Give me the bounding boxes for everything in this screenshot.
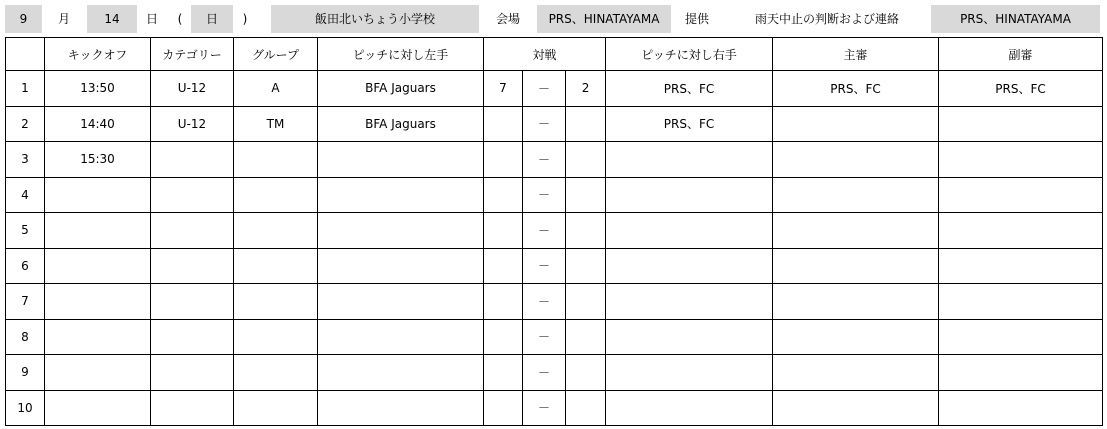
day-value: 14 [87, 5, 137, 33]
paren-close: ) [242, 12, 248, 26]
score-dash-cell: － [523, 177, 566, 213]
score-dash-cell: － [523, 284, 566, 320]
row-number-header [6, 38, 45, 71]
right-team-cell [606, 248, 773, 284]
table-row [6, 177, 1103, 213]
left-team-cell [318, 284, 484, 320]
referee-cell [773, 319, 939, 355]
group-cell [234, 284, 318, 320]
assistant-referee-cell [939, 319, 1103, 355]
category-cell [151, 142, 234, 178]
referee-cell [773, 213, 939, 249]
provider-label: 提供 [684, 12, 709, 26]
left-score-cell [484, 390, 523, 426]
kickoff-cell [45, 390, 151, 426]
referee-cell: PRS、FC [773, 71, 939, 107]
kickoff-cell [45, 319, 151, 355]
assistant-referee-cell [939, 177, 1103, 213]
right-score-cell [566, 390, 606, 426]
left-score-cell [484, 142, 523, 178]
right-score-cell [566, 248, 606, 284]
table-row [6, 319, 1103, 355]
referee-cell [773, 248, 939, 284]
right-team-cell [606, 213, 773, 249]
row-number-cell: 10 [6, 390, 45, 426]
kickoff-cell: 15:30 [45, 142, 151, 178]
assistant-referee-cell [939, 390, 1103, 426]
assistant-referee-cell [939, 213, 1103, 249]
table-row [6, 213, 1103, 249]
row-number-cell: 5 [6, 213, 45, 249]
kickoff-cell [45, 213, 151, 249]
month-label: 月 [57, 12, 70, 26]
row-number-cell: 3 [6, 142, 45, 178]
right-team-cell: PRS、FC [606, 71, 773, 107]
group-cell [234, 355, 318, 391]
score-dash-cell: － [523, 142, 566, 178]
category-cell [151, 284, 234, 320]
left-team-header: ピッチに対し左手 [318, 38, 484, 71]
left-score-cell [484, 106, 523, 142]
left-score-cell [484, 355, 523, 391]
referee-cell [773, 106, 939, 142]
right-team-cell [606, 355, 773, 391]
row-number-cell: 2 [6, 106, 45, 142]
assistant-referee-cell [939, 284, 1103, 320]
table-row [6, 355, 1103, 391]
left-score-cell: 7 [484, 71, 523, 107]
venue-name: 飯田北いちょう小学校 [271, 5, 479, 33]
group-cell: A [234, 71, 318, 107]
left-team-cell [318, 319, 484, 355]
score-dash-cell: － [523, 390, 566, 426]
kickoff-cell [45, 177, 151, 213]
assistant-referee-cell [939, 355, 1103, 391]
referee-header: 主審 [773, 38, 939, 71]
right-score-cell [566, 213, 606, 249]
kickoff-cell [45, 355, 151, 391]
table-row [6, 284, 1103, 320]
right-team-cell [606, 142, 773, 178]
referee-cell [773, 177, 939, 213]
row-number-cell: 9 [6, 355, 45, 391]
group-cell [234, 177, 318, 213]
left-team-cell: BFA Jaguars [318, 71, 484, 107]
right-score-cell [566, 355, 606, 391]
category-cell [151, 390, 234, 426]
left-team-cell [318, 390, 484, 426]
paren-open: ( [177, 12, 183, 26]
month-value: 9 [5, 5, 42, 33]
right-team-cell [606, 284, 773, 320]
table-header-row [6, 38, 1103, 71]
assistant-referee-cell: PRS、FC [939, 71, 1103, 107]
category-cell [151, 177, 234, 213]
right-score-cell [566, 106, 606, 142]
venue-label: 会場 [495, 12, 520, 26]
right-score-cell [566, 142, 606, 178]
row-number-cell: 7 [6, 284, 45, 320]
right-team-cell [606, 390, 773, 426]
score-dash-cell: － [523, 71, 566, 107]
table-row [6, 71, 1103, 107]
schedule-header [5, 5, 1100, 33]
left-team-cell [318, 177, 484, 213]
table-row [6, 142, 1103, 178]
kickoff-cell [45, 248, 151, 284]
right-team-cell [606, 177, 773, 213]
table-row [6, 248, 1103, 284]
table-row [6, 390, 1103, 426]
right-score-cell [566, 319, 606, 355]
assistant-referee-header: 副審 [939, 38, 1103, 71]
table-row [6, 106, 1103, 142]
kickoff-header: キックオフ [45, 38, 151, 71]
right-team-cell [606, 319, 773, 355]
group-cell: TM [234, 106, 318, 142]
referee-cell [773, 142, 939, 178]
group-cell [234, 390, 318, 426]
score-dash-cell: － [523, 248, 566, 284]
row-number-cell: 6 [6, 248, 45, 284]
assistant-referee-cell [939, 106, 1103, 142]
left-team-cell [318, 248, 484, 284]
group-cell [234, 319, 318, 355]
provider-name: PRS、HINATAYAMA [537, 5, 671, 33]
left-team-cell [318, 213, 484, 249]
right-score-cell: 2 [566, 71, 606, 107]
left-score-cell [484, 284, 523, 320]
right-team-header: ピッチに対し右手 [606, 38, 773, 71]
row-number-cell: 8 [6, 319, 45, 355]
assistant-referee-cell [939, 248, 1103, 284]
category-header: カテゴリー [151, 38, 234, 71]
category-cell: U-12 [151, 71, 234, 107]
right-score-cell [566, 177, 606, 213]
day-label: 日 [145, 12, 158, 26]
match-schedule-table [5, 37, 1103, 426]
kickoff-cell: 14:40 [45, 106, 151, 142]
row-number-cell: 4 [6, 177, 45, 213]
score-dash-cell: － [523, 106, 566, 142]
score-dash-cell: － [523, 319, 566, 355]
group-cell [234, 213, 318, 249]
score-dash-cell: － [523, 355, 566, 391]
left-score-cell [484, 319, 523, 355]
category-cell [151, 319, 234, 355]
left-team-cell [318, 355, 484, 391]
score-dash-cell: － [523, 213, 566, 249]
kickoff-cell [45, 284, 151, 320]
left-team-cell: BFA Jaguars [318, 106, 484, 142]
rain-decision-label: 雨天中止の判断および連絡 [754, 12, 899, 26]
right-team-cell: PRS、FC [606, 106, 773, 142]
category-cell: U-12 [151, 106, 234, 142]
row-number-cell: 1 [6, 71, 45, 107]
referee-cell [773, 355, 939, 391]
rain-contact-name: PRS、HINATAYAMA [931, 5, 1100, 33]
kickoff-cell: 13:50 [45, 71, 151, 107]
group-header: グループ [234, 38, 318, 71]
category-cell [151, 248, 234, 284]
referee-cell [773, 284, 939, 320]
category-cell [151, 213, 234, 249]
group-cell [234, 142, 318, 178]
left-score-cell [484, 248, 523, 284]
match-header: 対戦 [484, 38, 606, 71]
left-score-cell [484, 177, 523, 213]
left-score-cell [484, 213, 523, 249]
group-cell [234, 248, 318, 284]
weekday-value: 日 [191, 5, 233, 33]
category-cell [151, 355, 234, 391]
referee-cell [773, 390, 939, 426]
left-team-cell [318, 142, 484, 178]
right-score-cell [566, 284, 606, 320]
assistant-referee-cell [939, 142, 1103, 178]
